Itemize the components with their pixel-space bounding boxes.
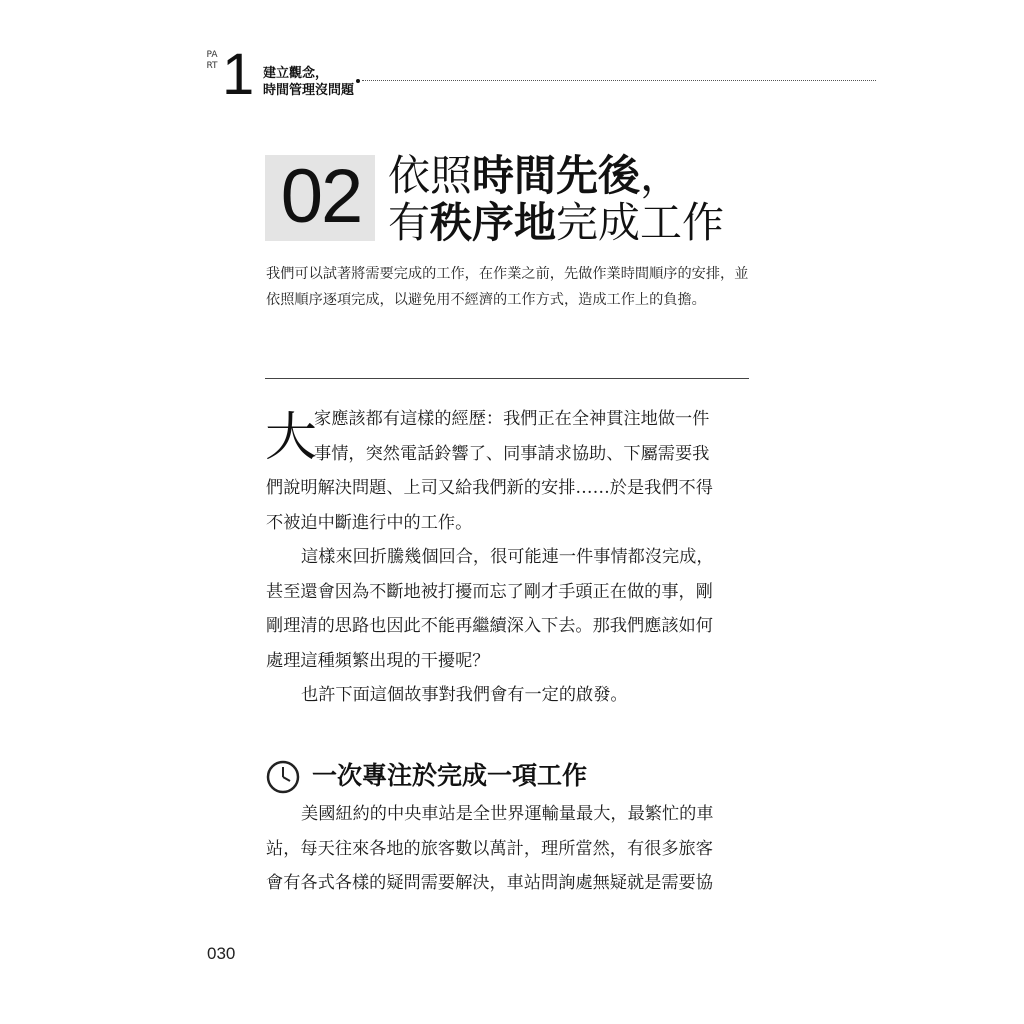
chapter-title-part: 完成工作 <box>556 198 725 247</box>
body-line: 事情，突然電話鈴響了、同事請求協助、下屬需要我 <box>314 443 710 464</box>
part-label: PART <box>206 50 218 71</box>
clock-icon <box>266 760 300 794</box>
chapter-title <box>388 152 724 246</box>
page-number: 030 <box>207 944 236 963</box>
chapter-intro: 我們可以試著將需要完成的工作，在作業之前，先做作業時間順序的安排，並依照順序逐項完成，以避免用不經濟的工作方式，造成工作上的負擔。 <box>266 266 749 308</box>
header-dot <box>356 79 360 83</box>
chapter-title-emphasis: 秩序地 <box>430 198 557 247</box>
body-line: 們說明解決問題、上司又給我們新的安排……於是我們不得 <box>266 478 713 498</box>
chapter-number: 02 <box>280 154 362 239</box>
header-dotted-rule <box>362 80 876 81</box>
body-line: 剛理清的思路也因此不能再繼續深入下去。那我們應該如何 <box>266 616 713 636</box>
running-header-line-2: 時間管理沒問題 <box>263 83 355 98</box>
drop-cap: 大 <box>265 408 318 468</box>
body-line: 這樣來回折騰幾個回合，很可能連一件事情都沒完成， <box>301 547 714 567</box>
section-body-text <box>266 797 752 901</box>
body-line: 站，每天往來各地的旅客數以萬計，理所當然，有很多旅客 <box>266 838 713 859</box>
chapter-title-part: ， <box>640 151 683 200</box>
chapter-title-part: 依照 <box>388 151 473 200</box>
running-header-line-1: 建立觀念， <box>263 66 329 81</box>
section-title: 一次專注於完成一項工作 <box>312 761 588 790</box>
body-line: 美國紐約的中央車站是全世界運輸量最大，最繁忙的車 <box>301 804 714 824</box>
running-header-title <box>263 65 354 99</box>
body-line: 處理這種頻繁出現的干擾呢？ <box>266 650 490 671</box>
body-line: 家應該都有這樣的經歷：我們正在全神貫注地做一件 <box>314 409 710 429</box>
body-line: 不被迫中斷進行中的工作。 <box>266 512 473 533</box>
chapter-title-line-2 <box>388 199 724 246</box>
body-line: 也許下面這個故事對我們會有一定的啟發。 <box>301 685 628 705</box>
chapter-title-part: 有 <box>388 198 431 247</box>
part-number: 1 <box>222 42 255 107</box>
body-line: 甚至還會因為不斷地被打擾而忘了剛才手頭正在做的事，剛 <box>266 581 713 602</box>
body-line: 會有各式各樣的疑問需要解決，車站問詢處無疑就是需要協 <box>266 873 713 893</box>
intro-divider <box>265 378 749 379</box>
chapter-title-emphasis: 時間先後 <box>472 151 641 200</box>
chapter-title-line-1 <box>388 152 724 199</box>
body-text <box>266 402 752 713</box>
